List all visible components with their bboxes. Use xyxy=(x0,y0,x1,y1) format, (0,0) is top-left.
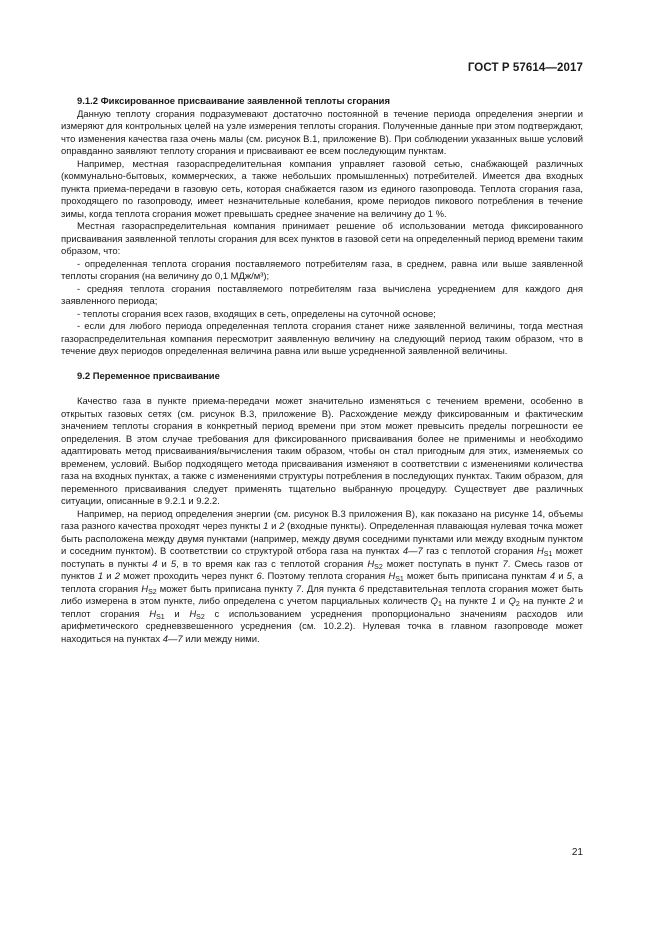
list-item: - если для любого периода определенная теплота сгорания станет ниже заявленной величины, тогда местная газораспределительная компания пересмотрит заявленную величину на следующий период таким образом, что в течение двух периодов определенная величина равна или выше усредненной заявленной величины. xyxy=(61,321,583,357)
section-heading-9-2: 9.2 Переменное присваивание xyxy=(77,371,220,382)
paragraph: Например, местная газораспределительная компания управляет газовой сетью, снабжающей различных (коммунально-бытовых, коммерческих, а также небольших промышленных) потребителей. Имеется два входных пункта приема-передачи в газовую сеть, которая снабжается газом из единого газопровода. Теплота сгорания газа, проходящего по газопроводу, имеет незначительные колебания, кроме периодов пикового потребления в течение зимы, когда теплота сгорания может превышать среднее значение на величину до 1 %. xyxy=(61,158,583,220)
page-number: 21 xyxy=(571,847,583,858)
list-item: - теплоты сгорания всех газов, входящих в сеть, определены на суточной основе; xyxy=(77,308,436,320)
paragraph: Качество газа в пункте приема-передачи может значительно изменяться с течением времени, особенно в открытых газовых сетях (см. рисунок В.3, приложение В). Расхождение между фиксированным и фактическим значением теплоты сгорания в конкретный период времени при этом может превысить пределы погрешности ее определения. В этом случае требования для фиксированного присваивания более не применимы и необходимо адаптировать метод присваивания/вычисления таким образом, чтобы он стал пригодным для этих, изменяемых со временем, условий. Выбор подходящего метода присваивания изменяют в соответствии с изменениями количества газа на входных пунктах, а также с изменениями структуры потребления в последующих пунктах. Таким образом, для переменного присваивания следует применять тщательно выбранную процедуру. Существует две различных ситуации, описанные в 9.2.1 и 9.2.2. xyxy=(61,396,583,507)
paragraph: Местная газораспределительная компания принимает решение об использовании метода фиксированного присваивания заявленной теплоты сгорания для всех пунктов в газовой сети на определенный период времени таким образом, что: xyxy=(61,221,583,257)
doc-code: ГОСТ Р 57614—2017 xyxy=(467,62,583,74)
spacer xyxy=(61,384,583,397)
section-heading-9-1-2: 9.1.2 Фиксированное присваивание заявленной теплоты сгорания xyxy=(77,96,390,107)
list-item: - определенная теплота сгорания поставляемого потребителям газа, в среднем, равна или выше заявленной теплоты сгорания (на величину до 0,1 МДж/м³); xyxy=(61,258,583,282)
spacer xyxy=(61,359,583,372)
paragraph: Данную теплоту сгорания подразумевают достаточно постоянной в течение периода определения энергии и измеряют для контрольных целей на узле измерения теплоты сгорания. Полученные данные при этом подтверждают, что изменения качества газа очень малы (см. рисунок В.1, приложение В). При соблюдении указанных выше условий оправданно заявляют теплоту сгорания и присваивают ее всем последующим пунктам. xyxy=(61,108,583,157)
list-item: - средняя теплота сгорания поставляемого потребителям газа вычислена усреднением для каждого дня заявленного периода; xyxy=(61,283,583,307)
page-body xyxy=(61,96,583,646)
paragraph-with-formulas: Например, на период определения энергии (см. рисунок В.3 приложения В), как показано на рисунке 14, объемы газа разного качества проходят через пункты 1 и 2 (входные пункты). Определенная плавающая нулевая точка может быть расположена между двумя пунктами (например, между двумя соседними пунктами или между входным пунктом и соседним пунктом). В соответствии со структурой отбора газа на пунктах 4—7 газ с теплотой сгорания $H_{S1}$ может поступать в пункты 4 и 5, в то время как газ с теплотой сгорания $H_{S2}$ может поступать в пункт 7. Смесь газов от пунктов 1 и 2 может проходить через пункт 6. Поэтому теплота сгорания $H_{S1}$ может быть приписана пунктам 4 и 5, а теплота сгорания $H_{S2}$ может быть приписана пункту 7. Для пункта 6 представительная теплота сгорания может быть либо измерена в этом пункте, либо определена с учетом парциальных количеств $Q_1$ на пункте 1 и $Q_2$ на пункте 2 и теплот сгорания $H_{S1}$ и $H_{S2}$ с использованием усреднения пропорционально значениям расходов или арифметического средневзвешенного усреднения (см. 10.2.2). Нулевая точка в главном газопроводе может находиться на пунктах 4—7 или между ними. xyxy=(61,508,584,645)
